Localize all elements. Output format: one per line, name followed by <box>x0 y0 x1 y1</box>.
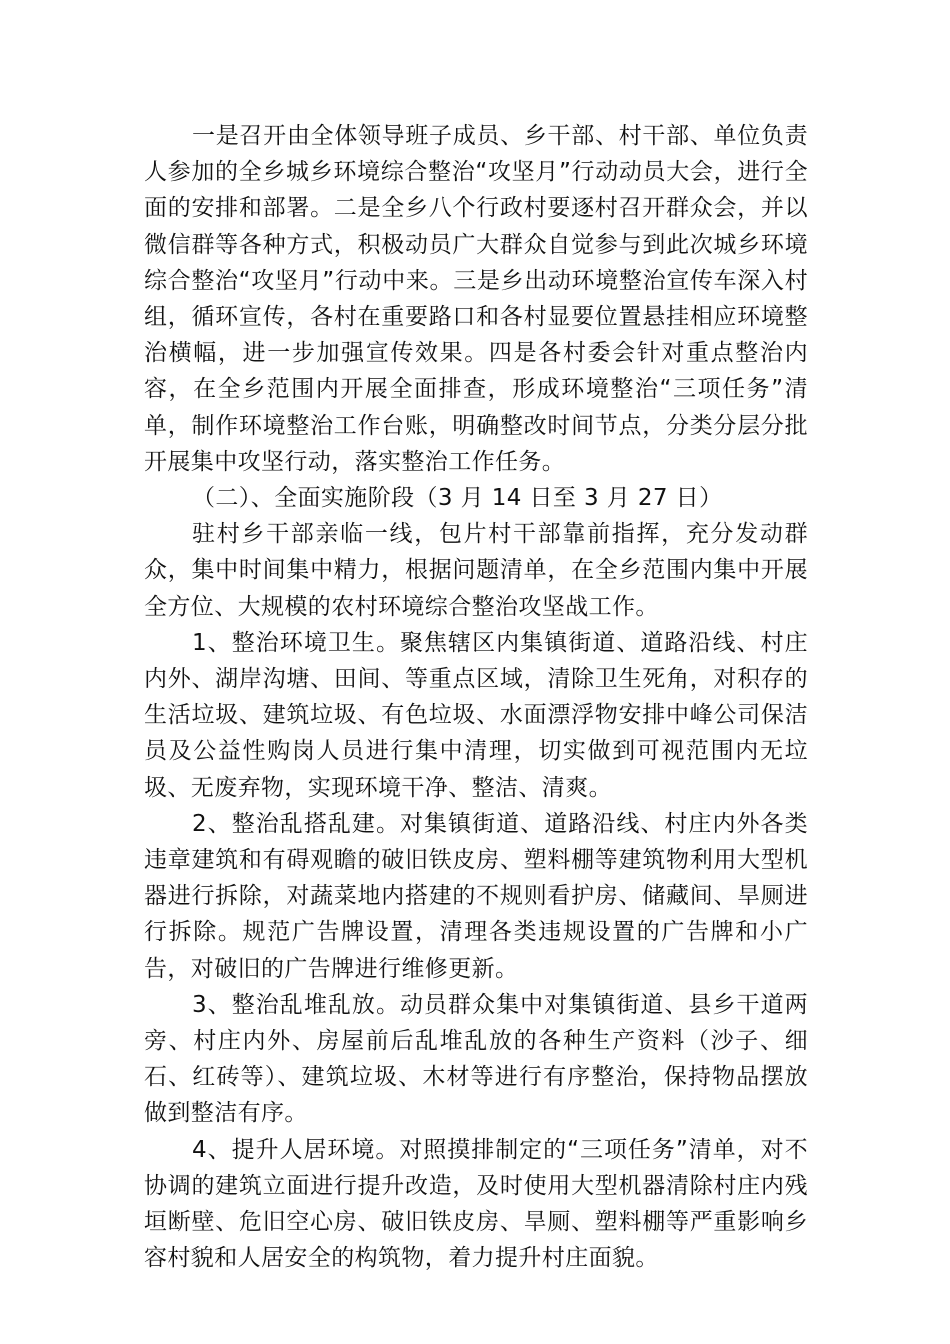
paragraph-implementation-overview: 驻村乡干部亲临一线，包片村干部靠前指挥，充分发动群众，集中时间集中精力，根据问题清单，在全乡范围内集中开展全方位、大规模的农村环境综合整治攻坚战工作。 <box>144 521 808 620</box>
paragraph-item-1-sanitation: 1、整治环境卫生。聚焦辖区内集镇街道、道路沿线、村庄内外、湖岸沟塘、田间、等重点区域，清除卫生死角，对积存的生活垃圾、建筑垃圾、有色垃圾、水面漂浮物安排中峰公司保洁员及公益性购岗人员进行集中清理，切实做到可视范围内无垃圾、无废弃物，实现环境干净、整洁、清爽。 <box>144 629 808 801</box>
paragraph-item-3-clutter: 3、整治乱堆乱放。动员群众集中对集镇街道、县乡干道两旁、村庄内外、房屋前后乱堆乱放的各种生产资料（沙子、细石、红砖等）、建筑垃圾、木材等进行有序整治，保持物品摆放做到整洁有序。 <box>144 991 808 1127</box>
section-heading-implementation-stage: （二）、全面实施阶段（3 月 14 日至 3 月 27 日） <box>192 485 723 512</box>
paragraph-mobilization-tasks: 一是召开由全体领导班子成员、乡干部、村干部、单位负责人参加的全乡城乡环境综合整治“攻坚月”行动动员大会，进行全面的安排和部署。二是全乡八个行政村要逐村召开群众会，并以微信群等各种方式，积极动员广大群众自觉参与到此次城乡环境综合整治“攻坚月”行动中来。三是乡出动环境整治宣传车深入村组，循环宣传，各村在重要路口和各村显要位置悬挂相应环境整治横幅，进一步加强宣传效果。四是各村委会针对重点整治内容，在全乡范围内开展全面排查，形成环境整治“三项任务”清单，制作环境整治工作台账，明确整改时间节点，分类分层分批开展集中攻坚行动，落实整治工作任务。 <box>144 123 808 475</box>
paragraph-item-2-illegal-construction: 2、整治乱搭乱建。对集镇街道、道路沿线、村庄内外各类违章建筑和有碍观瞻的破旧铁皮房、塑料棚等建筑物利用大型机器进行拆除，对蔬菜地内搭建的不规则看护房、储藏间、旱厕进行拆除。规范广告牌设置，清理各类违规设置的广告牌和小广告，对破旧的广告牌进行维修更新。 <box>144 810 808 982</box>
paragraph-item-4-living-environment: 4、提升人居环境。对照摸排制定的“三项任务”清单，对不协调的建筑立面进行提升改造，及时使用大型机器清除村庄内残垣断壁、危旧空心房、破旧铁皮房、旱厕、塑料棚等严重影响乡容村貌和人居安全的构筑物，着力提升村庄面貌。 <box>144 1136 808 1272</box>
document-body <box>144 118 808 1277</box>
